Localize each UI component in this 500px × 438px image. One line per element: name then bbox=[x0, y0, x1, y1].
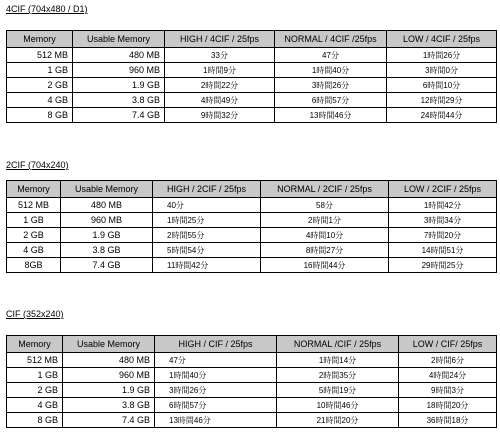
header-memory: Memory bbox=[7, 181, 61, 198]
cell-memory: 1 GB bbox=[7, 368, 63, 383]
header-high: HIGH / 2CIF / 25fps bbox=[153, 181, 261, 198]
cell-memory: 4 GB bbox=[7, 243, 61, 258]
cell-low: 2時間6分 bbox=[399, 353, 497, 368]
cell-memory: 4 GB bbox=[7, 398, 63, 413]
cell-high: 9時間32分 bbox=[165, 108, 275, 123]
table-2cif bbox=[6, 180, 497, 273]
cell-normal: 1時間14分 bbox=[277, 353, 399, 368]
cell-memory: 4 GB bbox=[7, 93, 73, 108]
cell-low: 9時間3分 bbox=[399, 383, 497, 398]
table-row bbox=[7, 213, 497, 228]
cell-low: 3時間34分 bbox=[389, 213, 497, 228]
cell-low: 6時間10分 bbox=[387, 78, 497, 93]
table-row bbox=[7, 78, 497, 93]
cell-high: 6時間57分 bbox=[155, 398, 277, 413]
cell-usable: 3.8 GB bbox=[73, 93, 165, 108]
section-title-cif: CIF (352x240) bbox=[6, 309, 64, 319]
header-usable-memory: Usable Memory bbox=[61, 181, 153, 198]
cell-usable: 960 MB bbox=[73, 63, 165, 78]
cell-normal: 10時間46分 bbox=[277, 398, 399, 413]
header-low: LOW / CIF/ 25fps bbox=[399, 336, 497, 353]
cell-usable: 1.9 GB bbox=[73, 78, 165, 93]
header-normal: NORMAL / 4CIF /25fps bbox=[275, 31, 387, 48]
cell-memory: 512 MB bbox=[7, 198, 61, 213]
cell-normal: 13時間46分 bbox=[275, 108, 387, 123]
table-row bbox=[7, 198, 497, 213]
header-usable-memory: Usable Memory bbox=[63, 336, 155, 353]
cell-low: 29時間25分 bbox=[389, 258, 497, 273]
header-usable-memory: Usable Memory bbox=[73, 31, 165, 48]
cell-usable: 7.4 GB bbox=[73, 108, 165, 123]
cell-usable: 960 MB bbox=[63, 368, 155, 383]
cell-memory: 1 GB bbox=[7, 63, 73, 78]
cell-normal: 3時間26分 bbox=[275, 78, 387, 93]
header-memory: Memory bbox=[7, 336, 63, 353]
cell-usable: 960 MB bbox=[61, 213, 153, 228]
cell-normal: 6時間57分 bbox=[275, 93, 387, 108]
table-4cif bbox=[6, 30, 497, 123]
cell-normal: 4時間10分 bbox=[261, 228, 389, 243]
cell-memory: 1 GB bbox=[7, 213, 61, 228]
cell-normal: 47分 bbox=[275, 48, 387, 63]
cell-usable: 1.9 GB bbox=[61, 228, 153, 243]
cell-normal: 8時間27分 bbox=[261, 243, 389, 258]
cell-low: 14時間51分 bbox=[389, 243, 497, 258]
cell-memory: 2 GB bbox=[7, 228, 61, 243]
table-row bbox=[7, 63, 497, 78]
section-title-2cif: 2CIF (704x240) bbox=[6, 160, 69, 170]
cell-high: 33分 bbox=[165, 48, 275, 63]
cell-low: 7時間20分 bbox=[389, 228, 497, 243]
table-row bbox=[7, 413, 497, 428]
cell-high: 1時間25分 bbox=[153, 213, 261, 228]
header-normal: NORMAL / 2CIF / 25fps bbox=[261, 181, 389, 198]
header-high: HIGH / 4CIF / 25fps bbox=[165, 31, 275, 48]
cell-high: 5時間54分 bbox=[153, 243, 261, 258]
table-row bbox=[7, 108, 497, 123]
cell-memory: 512 MB bbox=[7, 353, 63, 368]
cell-high: 4時間49分 bbox=[165, 93, 275, 108]
cell-high: 47分 bbox=[155, 353, 277, 368]
table-row bbox=[7, 368, 497, 383]
table-row bbox=[7, 353, 497, 368]
header-low: LOW / 2CIF / 25fps bbox=[389, 181, 497, 198]
cell-memory: 2 GB bbox=[7, 383, 63, 398]
cell-high: 11時間42分 bbox=[153, 258, 261, 273]
cell-low: 18時間20分 bbox=[399, 398, 497, 413]
cell-low: 1時間42分 bbox=[389, 198, 497, 213]
cell-memory: 512 MB bbox=[7, 48, 73, 63]
cell-high: 1時間9分 bbox=[165, 63, 275, 78]
cell-normal: 16時間44分 bbox=[261, 258, 389, 273]
cell-high: 2時間22分 bbox=[165, 78, 275, 93]
cell-normal: 58分 bbox=[261, 198, 389, 213]
cell-memory: 8GB bbox=[7, 258, 61, 273]
table-header-row bbox=[7, 31, 497, 48]
table-row bbox=[7, 383, 497, 398]
header-normal: NORMAL /CIF / 25fps bbox=[277, 336, 399, 353]
cell-memory: 8 GB bbox=[7, 108, 73, 123]
cell-usable: 480 MB bbox=[63, 353, 155, 368]
cell-high: 2時間55分 bbox=[153, 228, 261, 243]
cell-usable: 3.8 GB bbox=[63, 398, 155, 413]
cell-high: 1時間40分 bbox=[155, 368, 277, 383]
table-row bbox=[7, 243, 497, 258]
cell-low: 36時間18分 bbox=[399, 413, 497, 428]
cell-low: 3時間0分 bbox=[387, 63, 497, 78]
header-memory: Memory bbox=[7, 31, 73, 48]
cell-normal: 2時間35分 bbox=[277, 368, 399, 383]
cell-memory: 8 GB bbox=[7, 413, 63, 428]
table-row bbox=[7, 258, 497, 273]
cell-normal: 2時間1分 bbox=[261, 213, 389, 228]
table-row bbox=[7, 398, 497, 413]
table-row bbox=[7, 228, 497, 243]
table-row bbox=[7, 48, 497, 63]
cell-high: 13時間46分 bbox=[155, 413, 277, 428]
header-low: LOW / 4CIF / 25fps bbox=[387, 31, 497, 48]
cell-usable: 3.8 GB bbox=[61, 243, 153, 258]
section-title-4cif: 4CIF (704x480 / D1) bbox=[6, 4, 88, 14]
table-cif bbox=[6, 335, 497, 428]
table-row bbox=[7, 93, 497, 108]
cell-usable: 480 MB bbox=[73, 48, 165, 63]
table-header-row bbox=[7, 181, 497, 198]
cell-low: 4時間24分 bbox=[399, 368, 497, 383]
cell-low: 12時間29分 bbox=[387, 93, 497, 108]
cell-usable: 7.4 GB bbox=[63, 413, 155, 428]
cell-usable: 7.4 GB bbox=[61, 258, 153, 273]
cell-usable: 480 MB bbox=[61, 198, 153, 213]
header-high: HIGH / CIF / 25fps bbox=[155, 336, 277, 353]
cell-high: 3時間26分 bbox=[155, 383, 277, 398]
cell-normal: 1時間40分 bbox=[275, 63, 387, 78]
cell-usable: 1.9 GB bbox=[63, 383, 155, 398]
table-header-row bbox=[7, 336, 497, 353]
cell-memory: 2 GB bbox=[7, 78, 73, 93]
cell-low: 24時間44分 bbox=[387, 108, 497, 123]
cell-normal: 21時間20分 bbox=[277, 413, 399, 428]
cell-high: 40分 bbox=[153, 198, 261, 213]
cell-low: 1時間26分 bbox=[387, 48, 497, 63]
cell-normal: 5時間19分 bbox=[277, 383, 399, 398]
